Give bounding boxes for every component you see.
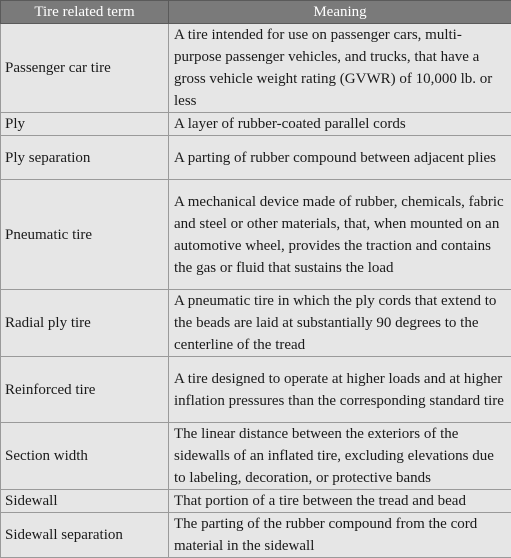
table-row (1, 290, 511, 357)
meaning-cell: A tire intended for use on passenger cars, multi-purpose passenger vehicles, and trucks, that have a gross vehicle weight rating (GVWR) of 10,000 lb. or less (169, 24, 511, 113)
table-row (1, 180, 511, 290)
meaning-cell: A layer of rubber-coated parallel cords (169, 113, 511, 136)
term-cell: Ply separation (1, 136, 169, 180)
meaning-cell: That portion of a tire between the tread and bead (169, 490, 511, 513)
meaning-cell: A tire designed to operate at higher loads and at higher inflation pressures than the corresponding standard tire (169, 357, 511, 423)
table-header (1, 1, 511, 24)
meaning-cell: A mechanical device made of rubber, chemicals, fabric and steel or other materials, that, when mounted on an automotive wheel, provides the traction and contains the gas or fluid that sustains the load (169, 180, 511, 290)
table-row (1, 490, 511, 513)
header-row (1, 1, 511, 24)
table-row (1, 136, 511, 180)
term-cell: Ply (1, 113, 169, 136)
term-cell: Pneumatic tire (1, 180, 169, 290)
meaning-cell: The parting of the rubber compound from the cord material in the sidewall (169, 513, 511, 558)
term-cell: Sidewall separation (1, 513, 169, 558)
term-cell: Section width (1, 423, 169, 490)
term-cell: Reinforced tire (1, 357, 169, 423)
table-row (1, 513, 511, 558)
meaning-cell: A pneumatic tire in which the ply cords that extend to the beads are laid at substantially 90 degrees to the centerline of the tread (169, 290, 511, 357)
header-meaning: Meaning (169, 1, 511, 24)
header-term: Tire related term (1, 1, 169, 24)
table-row (1, 24, 511, 113)
table-body (1, 24, 511, 558)
meaning-cell: A parting of rubber compound between adjacent plies (169, 136, 511, 180)
meaning-cell: The linear distance between the exteriors of the sidewalls of an inflated tire, excluding elevations due to labeling, decoration, or protective bands (169, 423, 511, 490)
term-cell: Sidewall (1, 490, 169, 513)
term-cell: Radial ply tire (1, 290, 169, 357)
table-row (1, 113, 511, 136)
term-cell: Passenger car tire (1, 24, 169, 113)
table-row (1, 423, 511, 490)
table-row (1, 357, 511, 423)
